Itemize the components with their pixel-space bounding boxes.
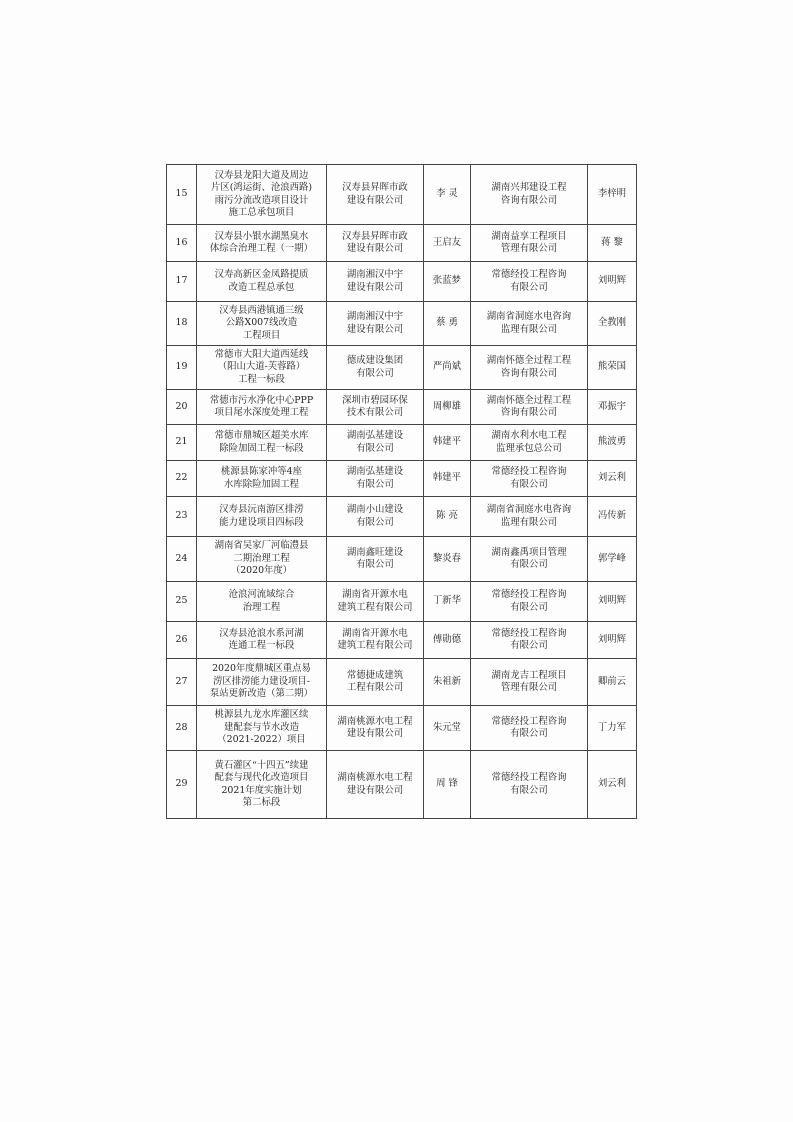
project-manager-cell <box>424 497 471 537</box>
project-name: 2020年度鼎城区重点易 涝区排涝能力建设项目- 泵站更新改造（第二期） <box>209 663 314 700</box>
supervision-company-cell <box>471 659 588 706</box>
row-number-cell <box>167 706 197 751</box>
chief-engineer: 刘明辉 <box>597 633 627 645</box>
project-manager: 李 灵 <box>436 188 458 200</box>
project-manager: 丁新华 <box>432 595 462 607</box>
construction-company-cell <box>327 346 424 390</box>
construction-company-cell <box>327 262 424 302</box>
row-number: 15 <box>175 188 188 200</box>
supervision-company-cell <box>471 751 588 819</box>
chief-engineer: 邓振宇 <box>597 400 627 412</box>
supervision-company: 湖南益享工程项目 管理有限公司 <box>491 230 567 254</box>
row-number-cell <box>167 461 197 497</box>
project-name: 常德市鼎城区超美水库 除险加固工程一标段 <box>214 430 309 454</box>
supervision-company: 常德经投工程咨询 有限公司 <box>491 627 567 651</box>
project-name: 汉寿县沧浪水系河湖 连通工程一标段 <box>219 627 304 651</box>
chief-engineer-cell <box>588 390 637 425</box>
supervision-company: 湖南龙吉工程项目 管理有限公司 <box>491 669 567 693</box>
project-manager-cell <box>424 225 471 262</box>
supervision-company: 湖南怀德全过程工程 咨询有限公司 <box>486 355 572 379</box>
table-body <box>167 165 637 819</box>
construction-company: 湖南省开源水电 建筑工程有限公司 <box>337 627 413 651</box>
construction-company-cell <box>327 659 424 706</box>
table-row <box>167 165 637 225</box>
project-name-cell <box>197 706 327 751</box>
project-manager: 黎炎春 <box>432 552 462 564</box>
project-name: 桃源县九龙水库灌区续 建配套与节水改造 （2021-2022）项目 <box>214 709 309 746</box>
supervision-company: 湖南水利水电工程 监理承包总公司 <box>491 430 567 454</box>
construction-company: 湖南省开源水电 建筑工程有限公司 <box>337 589 413 613</box>
row-number-cell <box>167 659 197 706</box>
project-manager-cell <box>424 659 471 706</box>
project-manager-cell <box>424 425 471 461</box>
chief-engineer: 刘明辉 <box>597 275 627 287</box>
supervision-company-cell <box>471 461 588 497</box>
project-name-cell <box>197 751 327 819</box>
project-manager: 朱元堂 <box>432 721 462 733</box>
project-name-cell <box>197 497 327 537</box>
chief-engineer: 熊波勇 <box>597 436 627 448</box>
row-number: 23 <box>175 510 188 522</box>
project-manager: 张蓝梦 <box>432 275 462 287</box>
table-row <box>167 425 637 461</box>
supervision-company: 湖南兴邦建设工程 咨询有限公司 <box>491 182 567 206</box>
row-number: 18 <box>175 317 188 329</box>
row-number: 24 <box>175 552 188 564</box>
project-manager-cell <box>424 302 471 346</box>
project-manager-cell <box>424 165 471 225</box>
project-manager-cell <box>424 461 471 497</box>
row-number: 28 <box>175 721 188 733</box>
project-manager: 蔡 勇 <box>436 317 458 329</box>
project-name: 湖南省吴家厂河临澧县 二期治理工程 （2020年度） <box>214 540 309 577</box>
supervision-company-cell <box>471 425 588 461</box>
construction-company: 湖南桃源水电工程 建设有限公司 <box>337 715 413 739</box>
row-number-cell <box>167 751 197 819</box>
project-name-cell <box>197 262 327 302</box>
supervision-company-cell <box>471 622 588 659</box>
chief-engineer: 熊荣国 <box>597 361 627 373</box>
chief-engineer-cell <box>588 497 637 537</box>
chief-engineer-cell <box>588 262 637 302</box>
supervision-company-cell <box>471 225 588 262</box>
project-name: 桃源县陈家冲等4座 水库除险加固工程 <box>221 466 302 490</box>
table-row <box>167 262 637 302</box>
row-number-cell <box>167 497 197 537</box>
construction-company: 湖南湘汉中宇 建设有限公司 <box>346 269 404 293</box>
project-name: 汉寿县小银水湖黑臭水 体综合治理工程（一期） <box>209 230 314 254</box>
row-number-cell <box>167 622 197 659</box>
chief-engineer: 全教刚 <box>597 317 627 329</box>
table-row <box>167 659 637 706</box>
supervision-company: 常德经投工程咨询 有限公司 <box>491 589 567 613</box>
row-number-cell <box>167 390 197 425</box>
row-number-cell <box>167 346 197 390</box>
construction-company: 汉寿县昇晖市政 建设有限公司 <box>342 230 408 254</box>
project-manager: 严尚斌 <box>432 361 462 373</box>
project-name: 汉寿县沅南游区排涝 能力建设项目四标段 <box>219 504 304 528</box>
project-manager-cell <box>424 751 471 819</box>
project-manager-cell <box>424 262 471 302</box>
project-manager-cell <box>424 346 471 390</box>
project-manager: 周柳雄 <box>432 400 462 412</box>
row-number-cell <box>167 165 197 225</box>
table-row <box>167 346 637 390</box>
supervision-company: 常德经投工程咨询 有限公司 <box>491 715 567 739</box>
chief-engineer: 蒋 黎 <box>601 236 623 248</box>
construction-company-cell <box>327 622 424 659</box>
project-manager: 王启友 <box>432 236 462 248</box>
construction-company-cell <box>327 497 424 537</box>
supervision-company: 湖南省洞庭水电咨询 监理有限公司 <box>486 504 572 528</box>
table-row <box>167 751 637 819</box>
project-manager: 傅勋德 <box>432 633 462 645</box>
construction-company: 湖南小山建设 有限公司 <box>346 504 404 528</box>
project-name: 沧浪河流域综合 治理工程 <box>228 589 295 613</box>
project-manager-cell <box>424 537 471 582</box>
chief-engineer-cell <box>588 622 637 659</box>
table-row <box>167 461 637 497</box>
supervision-company: 湖南省洞庭水电咨询 监理有限公司 <box>486 311 572 335</box>
chief-engineer-cell <box>588 461 637 497</box>
supervision-company: 湖南怀德全过程工程 咨询有限公司 <box>486 394 572 418</box>
project-name-cell <box>197 659 327 706</box>
supervision-company-cell <box>471 302 588 346</box>
construction-company-cell <box>327 582 424 622</box>
project-manager: 周 锋 <box>436 778 458 790</box>
construction-company-cell <box>327 706 424 751</box>
construction-company: 湖南湘汉中宇 建设有限公司 <box>346 311 404 335</box>
project-name-cell <box>197 165 327 225</box>
chief-engineer-cell <box>588 225 637 262</box>
project-manager: 韩建平 <box>432 472 462 484</box>
table-row <box>167 582 637 622</box>
chief-engineer: 刘云利 <box>597 778 627 790</box>
table-row <box>167 390 637 425</box>
construction-company-cell <box>327 390 424 425</box>
supervision-company: 常德经投工程咨询 有限公司 <box>491 466 567 490</box>
chief-engineer: 刘云利 <box>597 472 627 484</box>
project-name: 汉寿县西港镇通三级 公路X007线改造 工程项目 <box>219 304 304 341</box>
table-row <box>167 537 637 582</box>
chief-engineer-cell <box>588 537 637 582</box>
construction-company-cell <box>327 425 424 461</box>
construction-company-cell <box>327 751 424 819</box>
project-name-cell <box>197 225 327 262</box>
chief-engineer-cell <box>588 346 637 390</box>
project-name-cell <box>197 346 327 390</box>
table-row <box>167 302 637 346</box>
project-table <box>166 164 637 819</box>
construction-company-cell <box>327 302 424 346</box>
supervision-company: 湖南鑫禹项目管理 有限公司 <box>491 546 567 570</box>
project-manager-cell <box>424 622 471 659</box>
construction-company: 深圳市碧园环保 技术有限公司 <box>342 394 408 418</box>
supervision-company-cell <box>471 582 588 622</box>
construction-company-cell <box>327 165 424 225</box>
chief-engineer-cell <box>588 425 637 461</box>
project-name: 常德市污水净化中心PPP 项目尾水深度处理工程 <box>209 394 314 418</box>
row-number-cell <box>167 262 197 302</box>
project-name: 常德市大阳大道西延线 （阳山大道-芙蓉路） 工程一标段 <box>214 348 309 385</box>
project-name-cell <box>197 622 327 659</box>
row-number-cell <box>167 302 197 346</box>
chief-engineer-cell <box>588 659 637 706</box>
construction-company: 湖南弘基建设 有限公司 <box>346 430 404 454</box>
chief-engineer-cell <box>588 302 637 346</box>
row-number: 22 <box>175 472 188 484</box>
supervision-company-cell <box>471 165 588 225</box>
chief-engineer: 刘明辉 <box>597 595 627 607</box>
project-manager-cell <box>424 582 471 622</box>
supervision-company-cell <box>471 346 588 390</box>
construction-company: 汉寿县昇晖市政 建设有限公司 <box>342 182 408 206</box>
row-number-cell <box>167 582 197 622</box>
project-name: 汉寿县龙阳大道及周边 片区(鸿运街、沧浪西路) 雨污分流改造项目设计 施工总承包项目 <box>210 169 313 218</box>
project-manager: 陈 亮 <box>436 510 458 522</box>
table-row <box>167 706 637 751</box>
construction-company: 湖南桃源水电工程 建设有限公司 <box>337 772 413 796</box>
project-name: 汉寿高新区金凤路提质 改造工程总承包 <box>214 269 309 293</box>
chief-engineer: 丁力军 <box>597 721 627 733</box>
project-manager-cell <box>424 706 471 751</box>
construction-company: 德成建设集团 有限公司 <box>346 355 404 379</box>
chief-engineer-cell <box>588 165 637 225</box>
project-name-cell <box>197 537 327 582</box>
table-row <box>167 225 637 262</box>
project-name-cell <box>197 582 327 622</box>
chief-engineer-cell <box>588 706 637 751</box>
row-number: 19 <box>175 361 188 373</box>
chief-engineer: 郭学峰 <box>597 552 627 564</box>
construction-company-cell <box>327 461 424 497</box>
project-name-cell <box>197 425 327 461</box>
project-name-cell <box>197 302 327 346</box>
row-number: 21 <box>175 436 188 448</box>
chief-engineer: 李梓明 <box>597 188 627 200</box>
chief-engineer-cell <box>588 582 637 622</box>
supervision-company-cell <box>471 390 588 425</box>
row-number: 29 <box>175 778 188 790</box>
supervision-company-cell <box>471 262 588 302</box>
table-row <box>167 497 637 537</box>
project-name-cell <box>197 390 327 425</box>
row-number-cell <box>167 537 197 582</box>
row-number: 25 <box>175 595 188 607</box>
construction-company: 湖南弘基建设 有限公司 <box>346 466 404 490</box>
row-number: 27 <box>175 675 188 687</box>
row-number: 17 <box>175 275 188 287</box>
chief-engineer: 冯传新 <box>597 510 627 522</box>
supervision-company: 常德经投工程咨询 有限公司 <box>491 269 567 293</box>
table-row <box>167 622 637 659</box>
supervision-company: 常德经投工程咨询 有限公司 <box>491 772 567 796</box>
row-number-cell <box>167 425 197 461</box>
construction-company: 常德捷成建筑 工程有限公司 <box>346 669 404 693</box>
chief-engineer: 卿前云 <box>597 675 627 687</box>
project-name: 黄石灌区“十四五”续建 配套与现代化改造项目 2021年度实施计划 第二标段 <box>214 759 309 808</box>
construction-company-cell <box>327 537 424 582</box>
supervision-company-cell <box>471 497 588 537</box>
project-name-cell <box>197 461 327 497</box>
supervision-company-cell <box>471 537 588 582</box>
chief-engineer-cell <box>588 751 637 819</box>
row-number: 16 <box>175 236 188 248</box>
row-number-cell <box>167 225 197 262</box>
project-manager: 朱祖新 <box>432 675 462 687</box>
project-manager-cell <box>424 390 471 425</box>
supervision-company-cell <box>471 706 588 751</box>
project-manager: 韩建平 <box>432 436 462 448</box>
construction-company-cell <box>327 225 424 262</box>
construction-company: 湖南鑫旺建设 有限公司 <box>346 546 404 570</box>
row-number: 20 <box>175 400 188 412</box>
row-number: 26 <box>175 633 188 645</box>
